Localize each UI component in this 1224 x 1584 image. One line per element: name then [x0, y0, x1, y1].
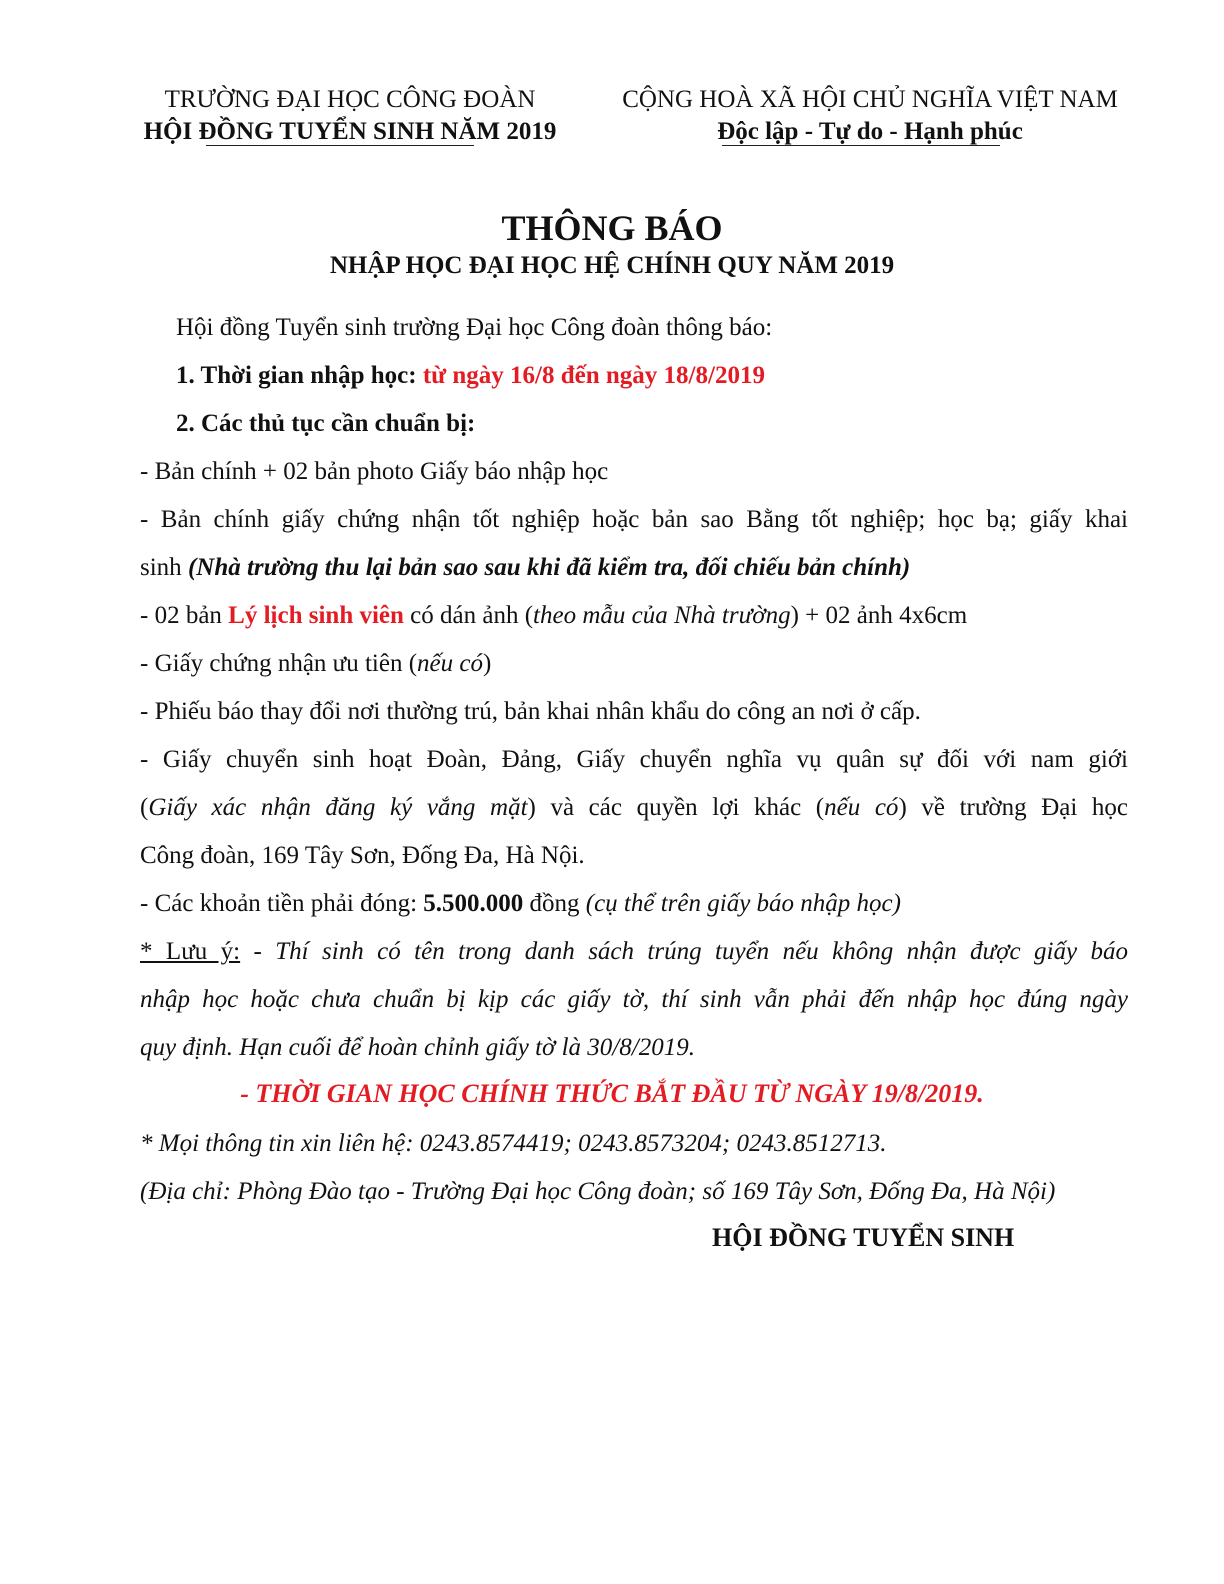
requirement-profile-suffix: ) + 02 ảnh 4x6cm — [790, 602, 968, 629]
requirement-fees — [140, 880, 901, 928]
admission-council-name: HỘI ĐỒNG TUYỂN SINH NĂM 2019 — [143, 118, 557, 145]
requirement-transfer-line2 — [140, 784, 1128, 832]
header-left — [120, 84, 580, 148]
header-right — [600, 84, 1140, 148]
fees-amount: 5.500.000 — [423, 890, 524, 917]
requirement-profile-template: theo mẫu của Nhà trường — [533, 602, 791, 629]
intro-paragraph: Hội đồng Tuyển sinh trường Đại học Công đoàn thông báo: — [176, 314, 773, 341]
country-name: CỘNG HOÀ XÃ HỘI CHỦ NGHĨA VIỆT NAM — [622, 86, 1118, 113]
item-admission-time — [176, 352, 765, 400]
signature-block: HỘI ĐỒNG TUYỂN SINH — [712, 1223, 1015, 1252]
admission-time-label: 1. Thời gian nhập học: — [176, 362, 423, 389]
item-procedures: 2. Các thủ tục cần chuẩn bị: — [176, 410, 476, 437]
requirement-priority-prefix: - Giấy chứng nhận ưu tiên ( — [140, 650, 418, 677]
requirement-diploma-plain: sinh — [140, 554, 188, 581]
document-subtitle: NHẬP HỌC ĐẠI HỌC HỆ CHÍNH QUY NĂM 2019 — [329, 252, 895, 279]
document-title: THÔNG BÁO — [501, 208, 723, 248]
admission-time-value: từ ngày 16/8 đến ngày 18/8/2019 — [422, 362, 765, 389]
requirement-priority-suffix: ) — [482, 650, 492, 677]
note-text-1: - Thí sinh có tên trong danh sách trúng tuyển nếu không nhận được giấy báo — [240, 938, 1128, 965]
requirement-priority-optional: nếu có — [417, 650, 483, 677]
header-right-underline — [722, 145, 1000, 146]
requirement-diploma-line2 — [140, 544, 910, 592]
official-start-notice: - THỜI GIAN HỌC CHÍNH THỨC BẮT ĐẦU TỪ NGÀY 19/8/2019. — [240, 1079, 984, 1108]
requirement-transfer-line3: Công đoàn, 169 Tây Sơn, Đống Đa, Hà Nội. — [140, 842, 585, 869]
fees-currency: đồng — [523, 890, 586, 917]
transfer-absence-certificate: Giấy xác nhận đăng ký vắng mặt — [148, 794, 528, 821]
requirement-profile-prefix: - 02 bản — [140, 602, 229, 629]
requirement-diploma-note: (Nhà trường thu lại bản sao sau khi đã kiểm tra, đối chiếu bản chính) — [187, 554, 911, 581]
transfer-other-rights: ) và các quyền lợi khác ( — [527, 794, 825, 821]
fees-note: (cụ thể trên giấy báo nhập học) — [585, 890, 901, 917]
requirement-priority-certificate — [140, 640, 491, 688]
requirement-diploma-line1: - Bản chính giấy chứng nhận tốt nghiệp hoặc bản sao Bằng tốt nghiệp; học bạ; giấy khai — [140, 506, 1128, 533]
requirement-transfer-line1: - Giấy chuyển sinh hoạt Đoàn, Đảng, Giấy chuyển nghĩa vụ quân sự đối với nam giới — [140, 746, 1128, 773]
transfer-to-university: ) về trường Đại học — [898, 794, 1129, 821]
fees-label: - Các khoản tiền phải đóng: — [140, 890, 424, 917]
transfer-paren-open: ( — [140, 794, 149, 821]
note-line2: nhập học hoặc chưa chuẩn bị kịp các giấy tờ, thí sinh vẫn phải đến nhập học đúng ngày — [140, 986, 1128, 1013]
contact-phones: * Mọi thông tin xin liên hệ: 0243.8574419; 0243.8573204; 0243.8512713. — [140, 1130, 887, 1157]
header-left-underline — [206, 145, 474, 146]
transfer-optional: nếu có — [824, 794, 899, 821]
contact-address: (Địa chỉ: Phòng Đào tạo - Trường Đại học Công đoàn; số 169 Tây Sơn, Đống Đa, Hà Nội) — [140, 1178, 1056, 1205]
national-motto: Độc lập - Tự do - Hạnh phúc — [717, 118, 1023, 145]
requirement-admission-letter: - Bản chính + 02 bản photo Giấy báo nhập học — [140, 458, 609, 485]
requirement-student-profile — [140, 592, 967, 640]
student-profile-highlight: Lý lịch sinh viên — [228, 602, 404, 629]
note-line3: quy định. Hạn cuối để hoàn chỉnh giấy tờ là 30/8/2019. — [140, 1034, 695, 1061]
requirement-residence: - Phiếu báo thay đổi nơi thường trú, bản khai nhân khẩu do công an nơi ở cấp. — [140, 698, 921, 725]
note-label: * Lưu ý: — [140, 938, 241, 965]
note-line1 — [140, 928, 1128, 976]
university-name: TRƯỜNG ĐẠI HỌC CÔNG ĐOÀN — [164, 86, 536, 113]
requirement-profile-mid: có dán ảnh ( — [403, 602, 534, 629]
